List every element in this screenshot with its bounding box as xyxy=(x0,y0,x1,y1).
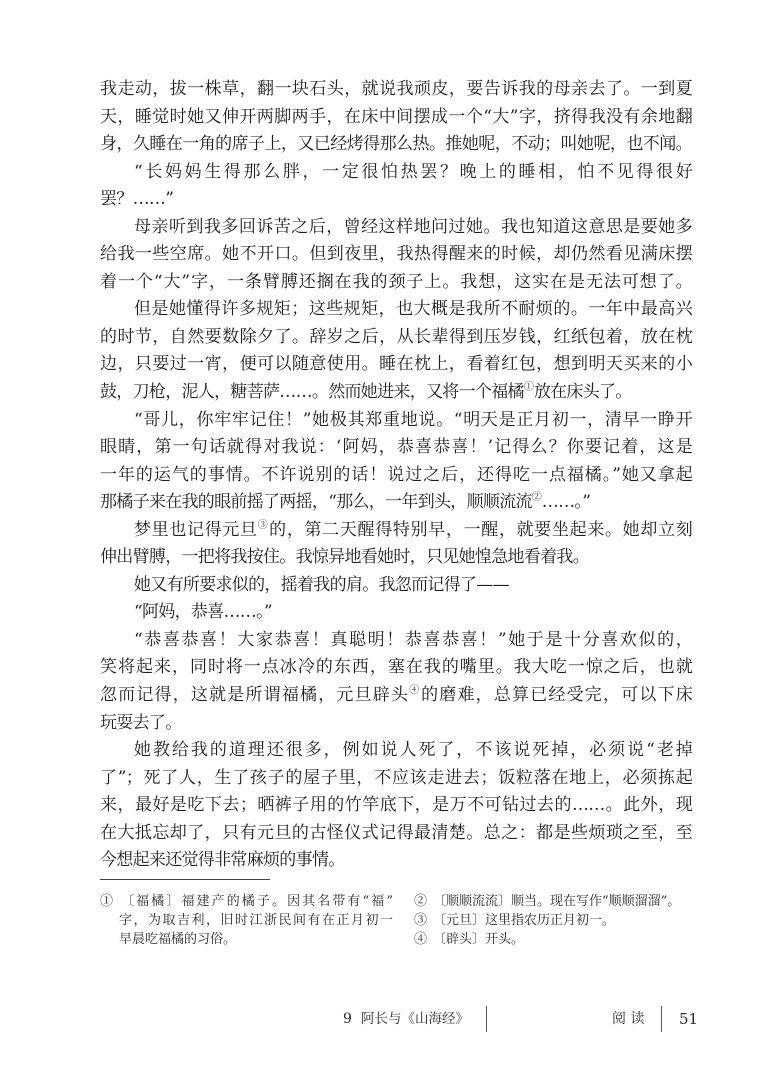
paragraph xyxy=(100,214,692,297)
footnote-marker: ① xyxy=(100,894,114,909)
footnote-marker: ③ xyxy=(414,913,428,928)
chapter-number: 9 xyxy=(343,1011,352,1027)
text-line: 但是她懂得许多规矩；这些规矩，也大概是我所不耐烦的。一年中最高兴 xyxy=(134,299,692,320)
paragraph xyxy=(100,159,692,214)
footnote-text: 〔福橘〕福建产的橘子。因其名带有“福” xyxy=(119,894,393,909)
text-segment: 忽而记得，这就是所谓福橘，元旦辟头 xyxy=(100,685,410,706)
paragraph xyxy=(100,76,692,159)
footnote-text: 〔元旦〕这里指农历正月初一。 xyxy=(433,913,616,928)
section-label: 阅 读 xyxy=(612,1011,645,1027)
text-line xyxy=(100,379,692,407)
text-line: “长妈妈生得那么胖，一定很怕热罢？晚上的睡相，怕不见得很好 xyxy=(134,161,692,182)
text-line: “恭喜恭喜！大家恭喜！真聪明！恭喜恭喜！”她于是十分喜欢似的， xyxy=(134,629,692,650)
paragraph xyxy=(100,517,692,572)
footnote-line: 字，为取吉利，旧时江浙民间有在正月初一 xyxy=(119,913,393,928)
footnote xyxy=(414,930,714,949)
text-line: 今想起来还觉得非常麻烦的事情。 xyxy=(100,850,345,871)
footnotes-right-column xyxy=(414,892,714,949)
text-line: “阿妈，恭喜……。” xyxy=(134,602,272,623)
text-line: 身，久睡在一角的席子上，又已经烤得那么热。推她呢，不动；叫她呢，也不闻。 xyxy=(100,134,692,155)
footer-divider xyxy=(486,1006,487,1032)
footnote-ref: ② xyxy=(531,492,542,504)
text-segment: 的磨难，总算已经受完，可以下床 xyxy=(421,685,692,706)
footnote xyxy=(414,892,714,911)
footnote xyxy=(414,911,714,930)
text-line xyxy=(100,682,692,710)
text-segment: 鼓，刀枪，泥人，糖菩萨……。然而她进来，又将一个福橘 xyxy=(100,382,524,403)
footnote-text: 〔辟头〕开头。 xyxy=(433,932,525,947)
text-line: 眼睛，第一句话就得对我说：‘阿妈，恭喜恭喜！’记得么？你要记着，这是 xyxy=(100,437,692,458)
body-text xyxy=(100,76,692,875)
footnote-ref: ④ xyxy=(409,685,422,697)
text-line: 我走动，拔一株草，翻一块石头，就说我顽皮，要告诉我的母亲去了。一到夏 xyxy=(100,79,692,99)
text-line: 母亲听到我多回诉苦之后，曾经这样地问过她。我也知道这意思是要她多 xyxy=(134,216,692,237)
footnote-line: 早晨吃福橘的习俗。 xyxy=(119,932,237,947)
footnote-marker: ② xyxy=(414,894,428,909)
text-line xyxy=(100,517,692,545)
footnote-marker: ④ xyxy=(414,932,428,947)
footnote-ref: ① xyxy=(523,382,534,394)
chapter-title: 阿长与《山海经》 xyxy=(361,1011,469,1027)
paragraph xyxy=(100,627,692,737)
footer-divider xyxy=(661,1006,662,1032)
text-line: 笑将起来，同时将一点冰冷的东西，塞在我的嘴里。我大吃一惊之后，也就 xyxy=(100,657,692,678)
text-line: “哥儿，你牢牢记住！”她极其郑重地说。“明天是正月初一，清早一睁开 xyxy=(134,409,692,430)
footnote-ref: ③ xyxy=(257,519,270,531)
paragraph xyxy=(100,296,692,406)
text-line xyxy=(100,489,692,517)
text-line: 了”；死了人，生了孩子的屋子里，不应该走进去；饭粒落在地上，必须拣起 xyxy=(100,767,692,788)
footnote-divider xyxy=(100,879,270,880)
text-line: 玩耍去了。 xyxy=(100,712,182,733)
text-segment: 的，第二天醒得特别早，一醒，就要坐起来。她却立刻 xyxy=(269,519,693,540)
text-line: 她又有所要求似的，摇着我的肩。我忽而记得了—— xyxy=(134,574,509,595)
page-number: 51 xyxy=(679,1010,699,1028)
text-segment: 梦里也记得元旦 xyxy=(134,519,258,540)
footnote-line xyxy=(100,892,393,911)
text-line: 伸出臂膊，一把将我按住。我惊异地看她时，只见她惶急地看着我。 xyxy=(100,547,589,568)
text-segment: 那橘子来在我的眼前摇了两摇，“那么，一年到头，顺顺流流 xyxy=(100,492,532,513)
text-line: 天，睡觉时她又伸开两脚两手，在床中间摆成一个“大”字，挤得我没有余地翻 xyxy=(100,106,692,127)
text-line: 来，最好是吃下去；晒裤子用的竹竿底下，是万不可钻过去的……。此外，现 xyxy=(100,795,692,816)
paragraph xyxy=(100,572,692,600)
footnotes-left-column xyxy=(100,892,393,949)
footnote-line xyxy=(414,892,714,911)
text-segment: ……。” xyxy=(541,492,591,513)
footnote-line xyxy=(414,930,714,949)
text-line: 一年的运气的事情。不许说别的话！说过之后，还得吃一点福橘。”她又拿起 xyxy=(100,464,692,485)
paragraph xyxy=(100,737,692,875)
text-line: 给我一些空席。她不开口。但到夜里，我热得醒来的时候，却仍然看见满床摆 xyxy=(100,244,692,265)
paragraph xyxy=(100,599,692,627)
text-line: 罢？……” xyxy=(100,189,174,210)
text-line: 边，只要过一宵，便可以随意使用。睡在枕上，看着红包，想到明天买来的小 xyxy=(100,354,692,375)
text-line: 着一个“大”字，一条臂膊还搁在我的颈子上。我想，这实在是无法可想了。 xyxy=(100,271,692,292)
footnote-text: 〔顺顺流流〕顺当。现在写作“顺顺溜溜”。 xyxy=(433,894,681,909)
text-segment: 放在床头了。 xyxy=(533,382,632,403)
footnote-line xyxy=(414,911,714,930)
paragraph xyxy=(100,407,692,517)
text-line: 在大抵忘却了，只有元旦的古怪仪式记得最清楚。总之：都是些烦琐之至，至 xyxy=(100,822,692,843)
text-line: 的时节，自然要数除夕了。辞岁之后，从长辈得到压岁钱，红纸包着，放在枕 xyxy=(100,326,692,347)
footnote xyxy=(100,892,393,949)
text-line: 她教给我的道理还很多，例如说人死了，不该说死掉，必须说“老掉 xyxy=(134,740,692,761)
